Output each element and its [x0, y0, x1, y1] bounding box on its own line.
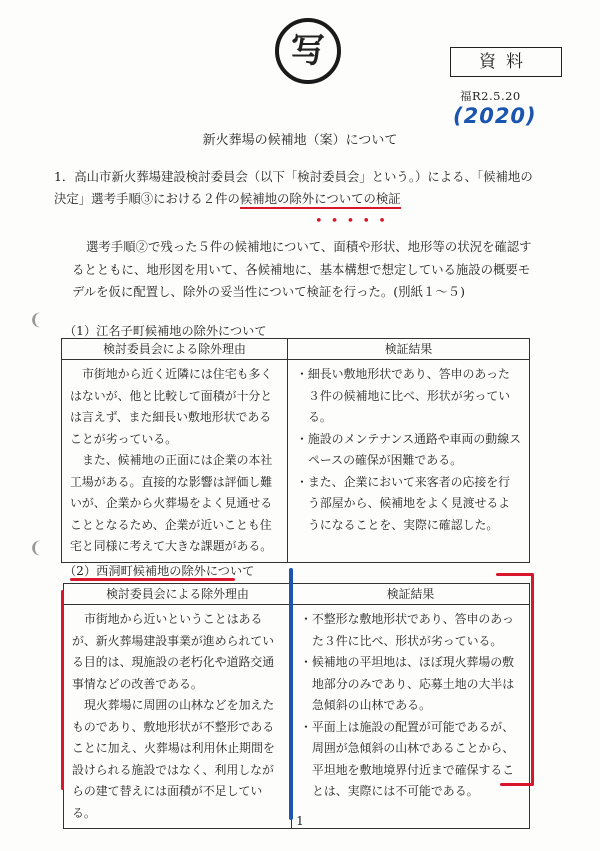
- reason-paragraph: 市街地から近いということはあるが、新火葬場建設事業が進められている目的は、現施設の老朽化や道路交通事情などの改善である。: [72, 612, 275, 691]
- page-title: 新火葬場の候補地（案）について: [202, 133, 398, 148]
- section1-body: 選考手順②で残った５件の候補地について、面積や形状、地形等の状況を確認するとともに、地形図を用いて、各候補地に、基本構想で想定している施設の概要モデルを仮に配置し、除外の妥当性について検証を行った。(別紙１～５): [72, 239, 532, 299]
- handwritten-year-note: (2020): [453, 104, 537, 128]
- subsection1-result-cell: [288, 360, 530, 563]
- reason-paragraph: 市街地から近く近隣には住宅も多くはないが、他と比較して面積が十分とは言えず、また細長い敷地形状であることが劣っている。: [70, 367, 273, 446]
- section1-lead-text: 1．高山市新火葬場建設検討委員会（以下「検討委員会」という。）による、「候補地の決定」選考手順③における２件の: [54, 169, 533, 206]
- result-bullet: ・平面上は施設の配置が可能であるが、周囲が急傾斜の山林であることから、平坦地を敷地境界付近まで確保することは、実際には不可能である。: [300, 719, 515, 798]
- subsection2-result-cell: [292, 605, 530, 829]
- reason-paragraph: また、候補地の正面には企業の本社工場がある。直接的な影響は評価し難いが、企業から火葬場をよく見通せることとなるため、企業が近いことも住宅と同様に考えて大きな課題がある。: [70, 453, 273, 553]
- result-bullet: ・細長い敷地形状であり、答申のあった３件の候補地に比べ、形状が劣っている。: [296, 367, 511, 424]
- subsection1-reason-cell: [62, 360, 288, 563]
- result-bullet: ・また、企業において来客者の応接を行う部屋から、候補地をよく見渡せるようになることを、実際に確認した。: [296, 474, 511, 532]
- punch-hole-mark: ❨: [29, 310, 43, 329]
- subsection1-col-result: 検証結果: [288, 339, 530, 360]
- subsection2-reason-cell: [64, 605, 292, 829]
- subsection1-col-reason: 検討委員会による除外理由: [62, 339, 288, 360]
- punch-hole-mark: ❨: [29, 538, 43, 557]
- subsection2-col-result: 検証結果: [292, 584, 530, 605]
- photo-stamp: 写: [275, 18, 341, 84]
- result-bullet: ・施設のメンテナンス通路や車両の動線スペースの確保が困難である。: [296, 431, 521, 467]
- subsection1-heading: （1）江名子町候補地の除外について: [64, 324, 267, 338]
- red-bracket-bottom: [500, 783, 534, 786]
- red-bracket-top: [496, 573, 533, 576]
- subsection2-table: [63, 583, 530, 829]
- document-type-badge: 資料: [450, 47, 562, 77]
- section1-highlight: 候補地の除外についての検証: [240, 191, 401, 209]
- reason-paragraph: 現火葬場に周囲の山林などを加えたものであり、敷地形状が不整形であることに加え、火葬場は利用休止期間を設けられる施設ではなく、利用しながらの建て替えには面積が不足している。: [72, 698, 275, 820]
- subsection2-col-reason: 検討委員会による除外理由: [64, 584, 292, 605]
- result-bullet: ・不整形な敷地形状であり、答申のあった３件に比べ、形状が劣っている。: [300, 612, 514, 648]
- subsection1-table: [61, 338, 530, 563]
- page-number: 1: [296, 814, 304, 828]
- red-underline-marker: [70, 578, 235, 581]
- subsection2-heading: （2）西洞町候補地の除外について: [64, 564, 255, 578]
- red-emphasis-dots: • • • • •: [315, 214, 388, 229]
- result-bullet: ・候補地の平坦地は、ほぼ現火葬場の敷地部分のみであり、応募土地の大半は急傾斜の山林である。: [300, 655, 515, 712]
- section1-lead-paragraph: [54, 166, 538, 210]
- red-bracket-right: [531, 573, 534, 785]
- blue-divider-marker: [289, 568, 293, 820]
- red-bracket-left: [61, 590, 64, 790]
- document-reference: 福R2.5.20: [460, 89, 521, 103]
